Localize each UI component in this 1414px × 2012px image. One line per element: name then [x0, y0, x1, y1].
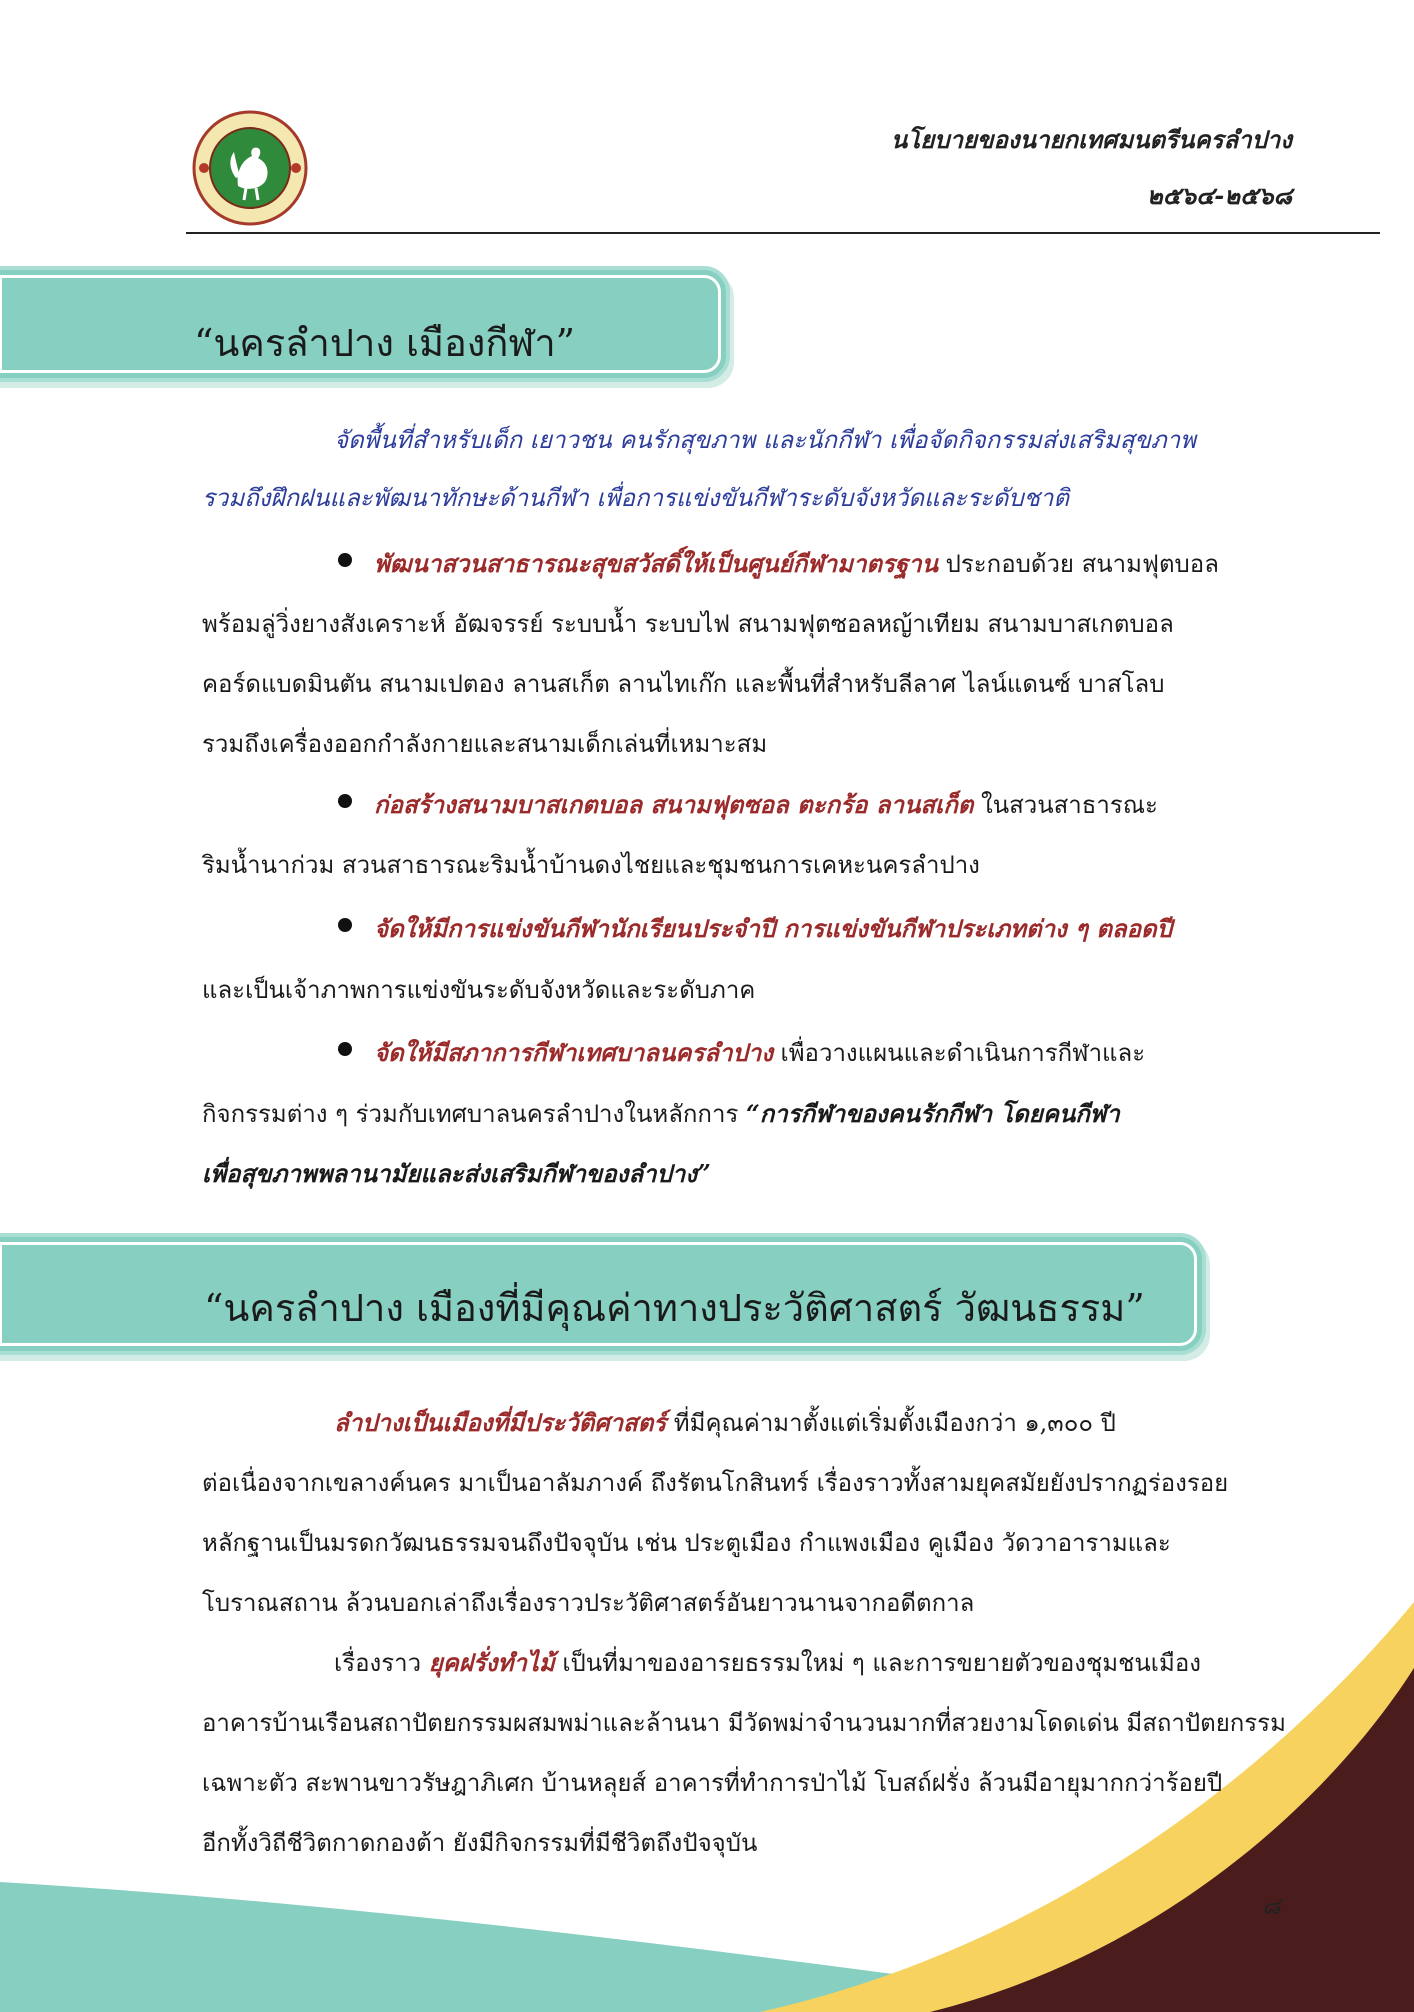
body-text: เป็นที่มาของอารยธรรมใหม่ ๆ และการขยายตัวของชุมชนเมือง	[554, 1649, 1201, 1677]
bullet-highlight: ก่อสร้างสนามบาสเกตบอล สนามฟุตซอล ตะกร้อ ลานสเก็ต	[374, 790, 974, 819]
body-text: ที่มีคุณค่ามาตั้งแต่เริ่มตั้งเมืองกว่า ๑,๓๐๐ ปี	[666, 1409, 1116, 1437]
bullet-dot	[338, 794, 352, 808]
bullet-dot	[338, 553, 352, 567]
bullet-highlight: จัดให้มีการแข่งขันกีฬานักเรียนประจำปี การแข่งขันกีฬาประเภทต่าง ๆ ตลอดปี	[374, 914, 1172, 943]
quote-text: “การกีฬาของคนรักกีฬา โดยคนกีฬา	[745, 1099, 1120, 1128]
body-line: เฉพาะตัว สะพานขาวรัษฎาภิเศก บ้านหลุยส์ อาคารที่ทำการป่าไม้ โบสถ์ฝรั่ง ล้วนมีอายุมากกว่าร้อยปี	[202, 1769, 1223, 1797]
section-banner-history	[0, 1233, 1206, 1355]
body-line: อีกทั้งวิถีชีวิตกาดกองต้า ยังมีกิจกรรมที่มีชีวิตถึงปัจจุบัน	[202, 1829, 758, 1857]
bullet-text: เพื่อวางแผนและดำเนินการกีฬาและ	[772, 1039, 1146, 1067]
municipality-seal-logo	[190, 108, 310, 228]
intro-line: รวมถึงฝึกฝนและพัฒนาทักษะด้านกีฬา เพื่อการแข่งขันกีฬาระดับจังหวัดและระดับชาติ	[202, 484, 1069, 512]
section-heading: “นครลำปาง เมืองที่มีคุณค่าทางประวัติศาสตร์ วัฒนธรรม”	[204, 1286, 1145, 1330]
page-number: ๘	[1262, 1892, 1281, 1920]
bullet-item-lead	[374, 909, 1172, 948]
bullet-text: ในสวนสาธารณะ	[973, 791, 1158, 819]
document-title: นโยบายของนายกเทศมนตรีนครลำปาง	[890, 125, 1292, 154]
body-line: หลักฐานเป็นมรดกวัฒนธรรมจนถึงปัจจุบัน เช่น ประตูเมือง กำแพงเมือง คูเมือง วัดวาอารามและ	[202, 1529, 1171, 1557]
intro-line: จัดพื้นที่สำหรับเด็ก เยาวชน คนรักสุขภาพ และนักกีฬา เพื่อจัดกิจกรรมส่งเสริมสุขภาพ	[334, 426, 1196, 454]
section-banner-sports	[0, 266, 730, 382]
body-line: โบราณสถาน ล้วนบอกเล่าถึงเรื่องราวประวัติศาสตร์อันยาวนานจากอดีตกาล	[202, 1589, 975, 1617]
bullet-item-lead	[374, 544, 1219, 583]
paragraph-highlight: ลำปางเป็นเมืองที่มีประวัติศาสตร์	[334, 1408, 667, 1437]
bullet-text: ประกอบด้วย สนามฟุตบอล	[938, 550, 1219, 578]
body-line: รวมถึงเครื่องออกกำลังกายและสนามเด็กเล่นที่เหมาะสม	[202, 730, 768, 758]
body-line	[202, 1094, 1120, 1133]
bullet-item-lead	[374, 1033, 1145, 1072]
body-text: กิจกรรมต่าง ๆ ร่วมกับเทศบาลนครลำปางในหลักการ	[202, 1100, 746, 1128]
header-divider	[186, 232, 1380, 234]
body-line: ต่อเนื่องจากเขลางค์นคร มาเป็นอาลัมภางค์ ถึงรัตนโกสินทร์ เรื่องราวทั้งสามยุคสมัยยังปรากฏร่องรอย	[202, 1469, 1229, 1497]
body-line: และเป็นเจ้าภาพการแข่งขันระดับจังหวัดและระดับภาค	[202, 976, 756, 1004]
bullet-item-lead	[374, 785, 1158, 824]
body-line: อาคารบ้านเรือนสถาปัตยกรรมผสมพม่าและล้านนา มีวัดพม่าจำนวนมากที่สวยงามโดดเด่น มีสถาปัตยกรรม	[202, 1709, 1286, 1737]
paragraph-highlight: ยุคฝรั่งทำไม้	[428, 1648, 555, 1677]
document-years: ๒๕๖๔-๒๕๖๘	[1146, 181, 1292, 210]
body-line: ริมน้ำนาก่วม สวนสาธารณะริมน้ำบ้านดงไชยและชุมชนการเคหะนครลำปาง	[202, 851, 980, 879]
paragraph-lead	[334, 1643, 1201, 1682]
section-heading: “นครลำปาง เมืองกีฬา”	[194, 321, 576, 365]
body-line: พร้อมลู่วิ่งยางสังเคราะห์ อัฒจรรย์ ระบบน้ำ ระบบไฟ สนามฟุตซอลหญ้าเทียม สนามบาสเกตบอล	[202, 610, 1174, 638]
bullet-highlight: พัฒนาสวนสาธารณะสุขสวัสดิ์ให้เป็นศูนย์กีฬามาตรฐาน	[374, 549, 939, 578]
bullet-dot	[338, 1042, 352, 1056]
quote-line: เพื่อสุขภาพพลานามัยและส่งเสริมกีฬาของลำปาง”	[202, 1159, 711, 1188]
bullet-highlight: จัดให้มีสภาการกีฬาเทศบาลนครลำปาง	[374, 1038, 773, 1067]
bullet-dot	[338, 918, 352, 932]
body-line: คอร์ดแบดมินตัน สนามเปตอง ลานสเก็ต ลานไทเก๊ก และพื้นที่สำหรับลีลาศ ไลน์แดนซ์ บาสโลบ	[202, 670, 1165, 698]
body-text: เรื่องราว	[334, 1649, 429, 1677]
paragraph-lead	[334, 1403, 1116, 1442]
